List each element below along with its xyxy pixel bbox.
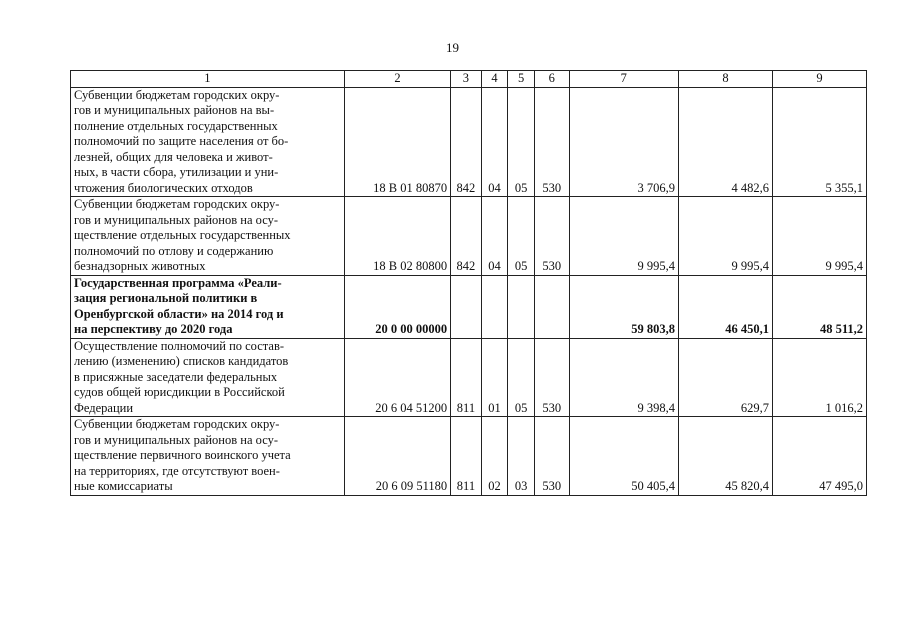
section-code: 02 xyxy=(481,417,508,496)
name-line: Федерации xyxy=(74,400,134,415)
name-line: Субвенции бюджетам городских окру- xyxy=(74,197,280,211)
table-row xyxy=(71,338,867,417)
page-number: 19 xyxy=(446,40,459,55)
column-header: 3 xyxy=(451,71,482,88)
amount-col7: 9 995,4 xyxy=(569,197,678,276)
header-row xyxy=(71,71,867,88)
amount-col8: 4 482,6 xyxy=(678,87,772,197)
budget-table xyxy=(70,70,867,496)
amount-col7: 59 803,8 xyxy=(569,275,678,338)
row-name xyxy=(71,87,345,197)
ministry-code: 842 xyxy=(451,197,482,276)
section-code: 01 xyxy=(481,338,508,417)
subsection-code: 05 xyxy=(508,87,535,197)
name-line: Государственная программа «Реали- xyxy=(74,275,282,290)
name-line: гов и муниципальных районов на вы- xyxy=(74,103,275,117)
name-line: ные комиссариаты xyxy=(74,479,173,493)
table-row-program xyxy=(71,275,867,338)
ministry-code xyxy=(451,275,482,338)
amount-col9: 48 511,2 xyxy=(772,275,866,338)
amount-col8: 45 820,4 xyxy=(678,417,772,496)
row-name xyxy=(71,197,345,276)
table-row xyxy=(71,417,867,496)
section-code: 04 xyxy=(481,197,508,276)
name-line: ных, в части сбора, утилизации и уни- xyxy=(74,165,279,179)
column-header: 4 xyxy=(481,71,508,88)
subsection-code: 05 xyxy=(508,338,535,417)
name-line: лезней, общих для человека и живот- xyxy=(74,149,273,164)
name-line: ществление первичного воинского учета xyxy=(74,448,291,462)
name-line: Оренбургской области» на 2014 год и xyxy=(74,306,284,321)
subsection-code: 03 xyxy=(508,417,535,496)
table-row xyxy=(71,87,867,197)
amount-col9: 1 016,2 xyxy=(772,338,866,417)
amount-col8: 9 995,4 xyxy=(678,197,772,276)
section-code: 04 xyxy=(481,87,508,197)
target-code: 18 В 02 80800 xyxy=(344,197,450,276)
name-line: в присяжные заседатели федеральных xyxy=(74,369,278,384)
row-name xyxy=(71,338,345,417)
column-header: 8 xyxy=(678,71,772,88)
name-line: гов и муниципальных районов на осу- xyxy=(74,212,278,227)
target-code: 20 6 04 51200 xyxy=(344,338,450,417)
target-code: 20 6 09 51180 xyxy=(344,417,450,496)
ministry-code: 811 xyxy=(451,417,482,496)
name-line: Субвенции бюджетам городских окру- xyxy=(74,87,280,102)
amount-col7: 9 398,4 xyxy=(569,338,678,417)
name-line: на перспективу до 2020 года xyxy=(74,322,233,336)
name-line: на территориях, где отсутствуют воен- xyxy=(74,463,280,478)
expense-type-code: 530 xyxy=(534,197,569,276)
row-name xyxy=(71,275,345,338)
column-header: 6 xyxy=(534,71,569,88)
column-header: 1 xyxy=(71,71,345,88)
ministry-code: 811 xyxy=(451,338,482,417)
name-line: полномочий по отлову и содержанию xyxy=(74,243,274,258)
table-row xyxy=(71,197,867,276)
column-header: 5 xyxy=(508,71,535,88)
name-line: полнение отдельных государственных xyxy=(74,118,278,133)
amount-col7: 50 405,4 xyxy=(569,417,678,496)
subsection-code: 05 xyxy=(508,197,535,276)
name-line: зация региональной политики в xyxy=(74,291,258,305)
ministry-code: 842 xyxy=(451,87,482,197)
name-line: судов общей юрисдикции в Российской xyxy=(74,385,285,399)
name-line: Субвенции бюджетам городских окру- xyxy=(74,417,280,431)
expense-type-code: 530 xyxy=(534,87,569,197)
expense-type-code: 530 xyxy=(534,338,569,417)
column-header: 2 xyxy=(344,71,450,88)
name-line: гов и муниципальных районов на осу- xyxy=(74,432,278,447)
amount-col9: 9 995,4 xyxy=(772,197,866,276)
amount-col7: 3 706,9 xyxy=(569,87,678,197)
name-line: лению (изменению) списков кандидатов xyxy=(74,354,289,368)
expense-type-code xyxy=(534,275,569,338)
name-line: чтожения биологических отходов xyxy=(74,180,253,195)
name-line: полномочий по защите населения от бо- xyxy=(74,134,289,148)
amount-col8: 46 450,1 xyxy=(678,275,772,338)
expense-type-code: 530 xyxy=(534,417,569,496)
row-name xyxy=(71,417,345,496)
amount-col9: 47 495,0 xyxy=(772,417,866,496)
name-line: ществление отдельных государственных xyxy=(74,228,291,242)
column-header: 7 xyxy=(569,71,678,88)
name-line: Осуществление полномочий по состав- xyxy=(74,338,285,353)
amount-col9: 5 355,1 xyxy=(772,87,866,197)
column-header: 9 xyxy=(772,71,866,88)
target-code: 20 0 00 00000 xyxy=(344,275,450,338)
section-code xyxy=(481,275,508,338)
amount-col8: 629,7 xyxy=(678,338,772,417)
name-line: безнадзорных животных xyxy=(74,259,206,273)
subsection-code xyxy=(508,275,535,338)
target-code: 18 В 01 80870 xyxy=(344,87,450,197)
